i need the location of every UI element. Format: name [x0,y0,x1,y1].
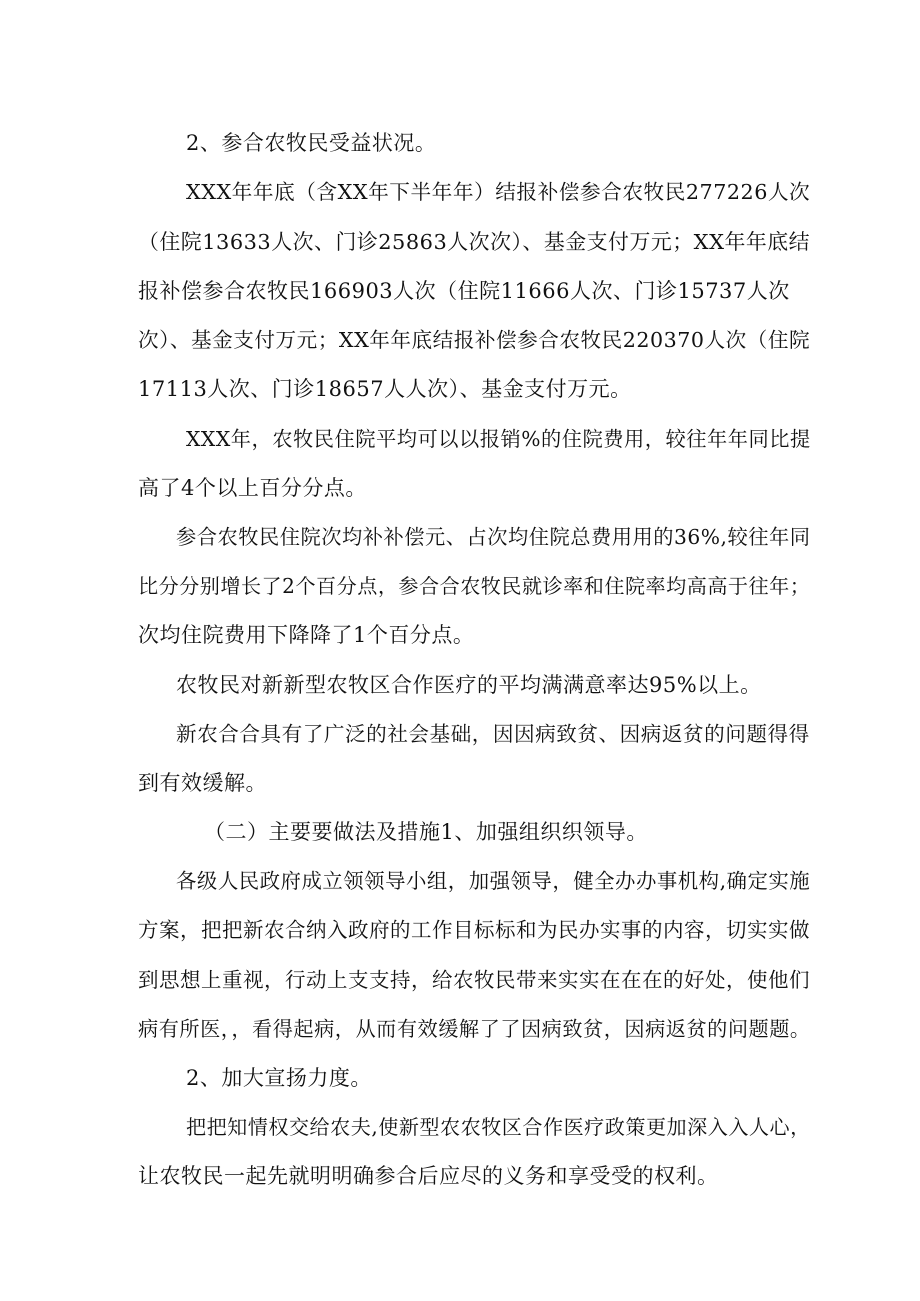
paragraph-line: （住院13633人次、门诊25863人次次）、基金支付万元；XX年年底结 [138,230,811,254]
section-heading-measures: （二）主要要做法及措施1、加强组织织领导。 [204,820,648,844]
paragraph-line: 方案，把把新农合纳入政府的工作目标标和为民办实事的内容，切实实做 [138,918,810,942]
paragraph-line: 农牧民对新新型农牧区合作医疗的平均满满意率达95%以上。 [176,673,762,697]
paragraph-line: 到有效缓解。 [138,771,267,795]
paragraph-line: 病有所医，，看得起病，从而有效缓解了了因病致贫，因病返贫的问题题。 [138,1017,811,1041]
paragraph-line: 次均住院费用下降降了1个百分点。 [138,623,475,647]
heading-publicity: 2、加大宣扬力度。 [186,1066,372,1090]
paragraph-line: XXX年，农牧民住院平均可以以报销%的住院费用，较往年年同比提 [186,427,811,451]
paragraph-line: 把把知情权交给农夫,使新型农农牧区合作医疗政策更加深入入人心， [186,1115,811,1139]
paragraph-line: 新农合合具有了广泛的社会基础，因因病致贫、因病返贫的问题得得 [176,722,810,746]
paragraph-line: 报补偿参合农牧民166903人次（住院11666人次、门诊15737人次 [138,279,790,303]
paragraph-line: 各级人民政府成立领领导小组，加强领导，健全办办事机构,确定实施 [176,869,811,893]
paragraph-line: 次）、基金支付万元；XX年年底结报补偿参合农牧民220370人次（住院 [138,328,811,352]
paragraph-line: XXX年年底（含XX年下半年年）结报补偿参合农牧民277226人次 [186,180,811,204]
paragraph-line: 参合农牧民住院次均补补偿元、占次均住院总费用用的36%,较往年同 [176,525,811,549]
paragraph-line: 比分分别增长了2个百分点，参合合农牧民就诊率和住院率均高高于往年； [138,574,811,598]
heading-beneficiary-status: 2、参合农牧民受益状况。 [186,131,437,155]
paragraph-line: 到思想上重视，行动上支支持，给农牧民带来实实在在在的好处，使他们 [138,968,810,992]
paragraph-line: 17113人次、门诊18657人人次）、基金支付万元。 [138,377,632,401]
paragraph-line: 让农牧民一起先就明明确参合后应尽的义务和享受受的权利。 [138,1164,719,1188]
paragraph-line: 高了4个以上百分分点。 [138,476,367,500]
